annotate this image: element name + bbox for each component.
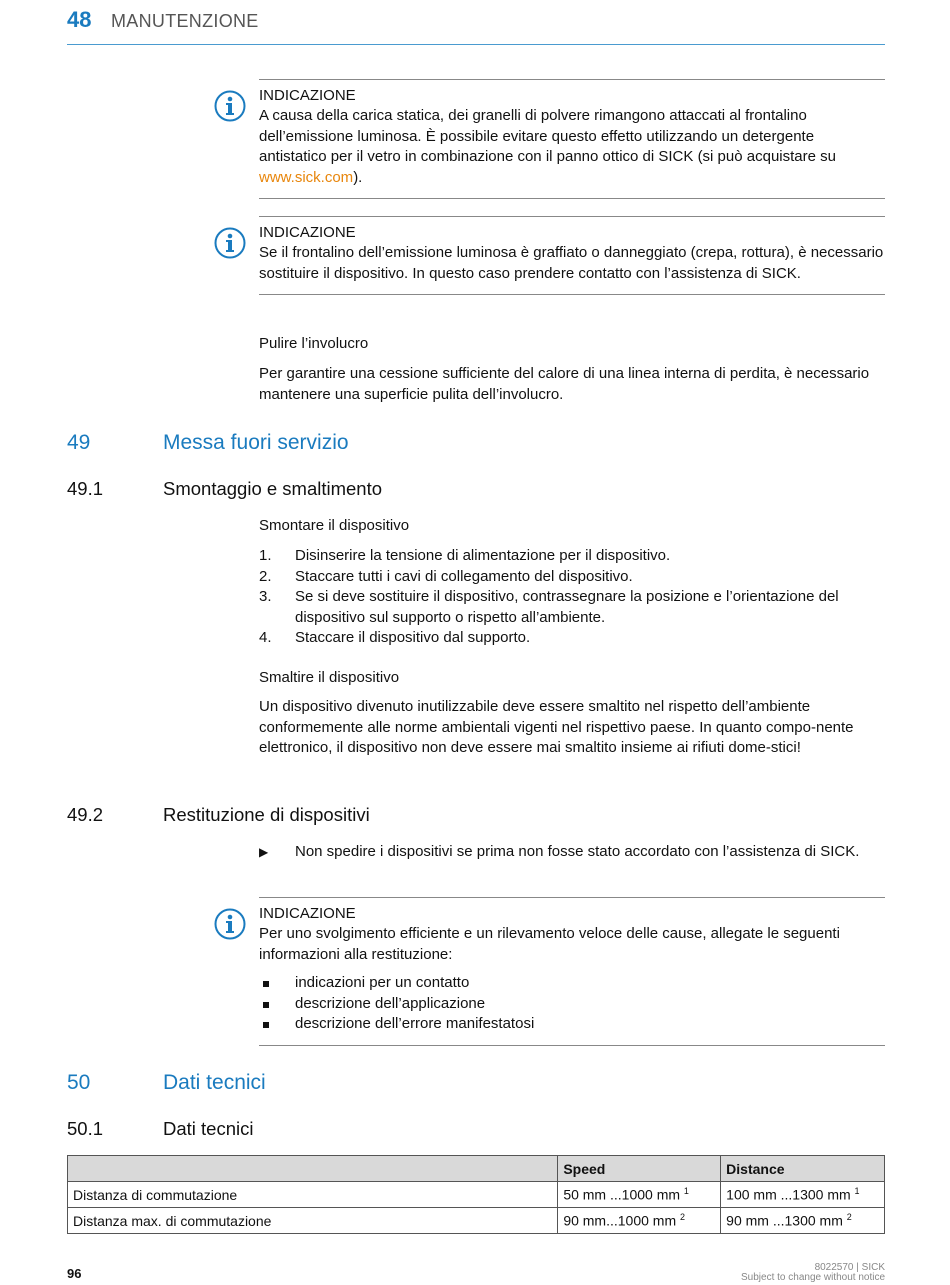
note-text: Se il frontalino dell’emissione luminosa è graffiato o danneggiato (crepa, rottura), è necessario sostituire il dispositivo. In questo caso prendere contatto con l’assistenza di SICK.: [259, 244, 884, 282]
section-number: 49: [67, 431, 91, 454]
disposal-heading: Smaltire il dispositivo: [259, 669, 400, 686]
triangle-right-icon: ▶: [259, 845, 269, 859]
chapter-title: MANUTENZIONE: [111, 11, 259, 31]
note-text: Per uno svolgimento efficiente e un rilevamento veloce delle cause, allegate le seguenti informazioni alla restituzione:: [259, 925, 840, 963]
table-header-row: [68, 1156, 885, 1182]
table-cell: 90 mm ...1300 mm $^2$: [721, 1208, 885, 1234]
section-title: Messa fuori servizio: [163, 431, 349, 454]
section-title: Dati tecnici: [163, 1071, 266, 1094]
info-circle-icon: [214, 908, 246, 940]
section-50-1-heading: [67, 1117, 253, 1141]
info-circle-icon: [214, 90, 246, 122]
list-item: 4. Staccare il dispositivo dal supporto.: [259, 629, 531, 646]
note-label: INDICAZIONE: [259, 224, 356, 241]
section-title: Smontaggio e smaltimento: [163, 478, 383, 499]
return-info-list: [259, 973, 885, 1035]
page-number: 96: [67, 1266, 82, 1281]
dismount-steps: [259, 546, 885, 649]
section-title: Dati tecnici: [163, 1118, 254, 1139]
table-row: [68, 1208, 885, 1234]
table-header-cell: Speed: [558, 1156, 721, 1182]
section-title: Restituzione di dispositivi: [163, 804, 370, 825]
list-item: indicazioni per un contatto: [259, 973, 885, 994]
list-item: descrizione dell’errore manifestatosi: [259, 1014, 885, 1035]
note-text: A causa della carica statica, dei granelli di polvere rimangono attaccati al frontalino dell’emissione luminosa. È possibile evitare questo effetto utilizzando un detergente antistatico per il vetro in combinazione con il panno ottico di SICK (si può acquistare su www.sick.com).: [259, 107, 836, 186]
dismount-heading: Smontare il dispositivo: [259, 517, 410, 534]
list-item: 1. Disinserire la tensione di alimentazione per il dispositivo.: [259, 547, 671, 564]
table-row: [68, 1182, 885, 1208]
section-number: 49.2: [67, 804, 104, 825]
table-cell: 100 mm ...1300 mm $^1$: [721, 1182, 885, 1208]
square-bullet-icon: [263, 1022, 269, 1028]
table-cell: 90 mm...1000 mm $^2$: [558, 1208, 721, 1234]
table-cell: 50 mm ...1000 mm $^1$: [558, 1182, 721, 1208]
section-49-heading: [67, 430, 349, 456]
sick-website-link[interactable]: www.sick.com: [259, 168, 354, 186]
list-item: descrizione dell’applicazione: [259, 994, 885, 1015]
note-return-info: [259, 897, 885, 1046]
footer-info: [741, 1263, 885, 1283]
section-50-heading: [67, 1070, 266, 1096]
chapter-number: 48: [67, 7, 92, 32]
clean-housing-heading: Pulire l’involucro: [259, 335, 369, 352]
section-49-1-heading: [67, 477, 382, 501]
technical-data-table: [67, 1155, 885, 1234]
square-bullet-icon: [263, 981, 269, 987]
table-cell: Distanza di commutazione: [68, 1182, 558, 1208]
page-header: [67, 8, 885, 45]
clean-housing-text: Per garantire una cessione sufficiente del calore di una linea interna di perdita, è necessario mantenere una superficie pulita dell’involucro.: [259, 365, 870, 403]
note-label: INDICAZIONE: [259, 905, 356, 922]
table-cell: Distanza max. di commutazione: [68, 1208, 558, 1234]
info-circle-icon: [214, 227, 246, 259]
table-header-cell: Distance: [721, 1156, 885, 1182]
section-number: 50.1: [67, 1118, 104, 1139]
section-number: 49.1: [67, 478, 104, 499]
section-49-2-heading: [67, 803, 370, 827]
note-static-dust: [259, 79, 885, 199]
note-label: INDICAZIONE: [259, 87, 356, 104]
list-item: 3. Se si deve sostituire il dispositivo, contrassegnare la posizione e l’orientazione del dispositivo sul supporto o rispetto all’ambiente.: [259, 588, 839, 626]
disclaimer: Subject to change without notice: [741, 1272, 885, 1283]
section-number: 50: [67, 1071, 91, 1094]
list-item: 2. Staccare tutti i cavi di collegamento del dispositivo.: [259, 567, 633, 585]
doc-id: 8022570 | SICK: [814, 1262, 885, 1273]
note-scratched-front: [259, 216, 885, 295]
return-instruction: ▶ Non spedire i dispositivi se prima non fosse stato accordato con l’assistenza di SICK.: [259, 842, 885, 863]
table-header-cell: [68, 1156, 558, 1182]
square-bullet-icon: [263, 1002, 269, 1008]
disposal-text: Un dispositivo divenuto inutilizzabile deve essere smaltito nel rispetto dell’ambiente conformemente alle norme ambientali vigenti nel rispettivo paese. In quanto compo-nente elettronico, il dispositivo non deve essere mai smaltito insieme ai rifiuti dome-stici!: [259, 698, 854, 756]
